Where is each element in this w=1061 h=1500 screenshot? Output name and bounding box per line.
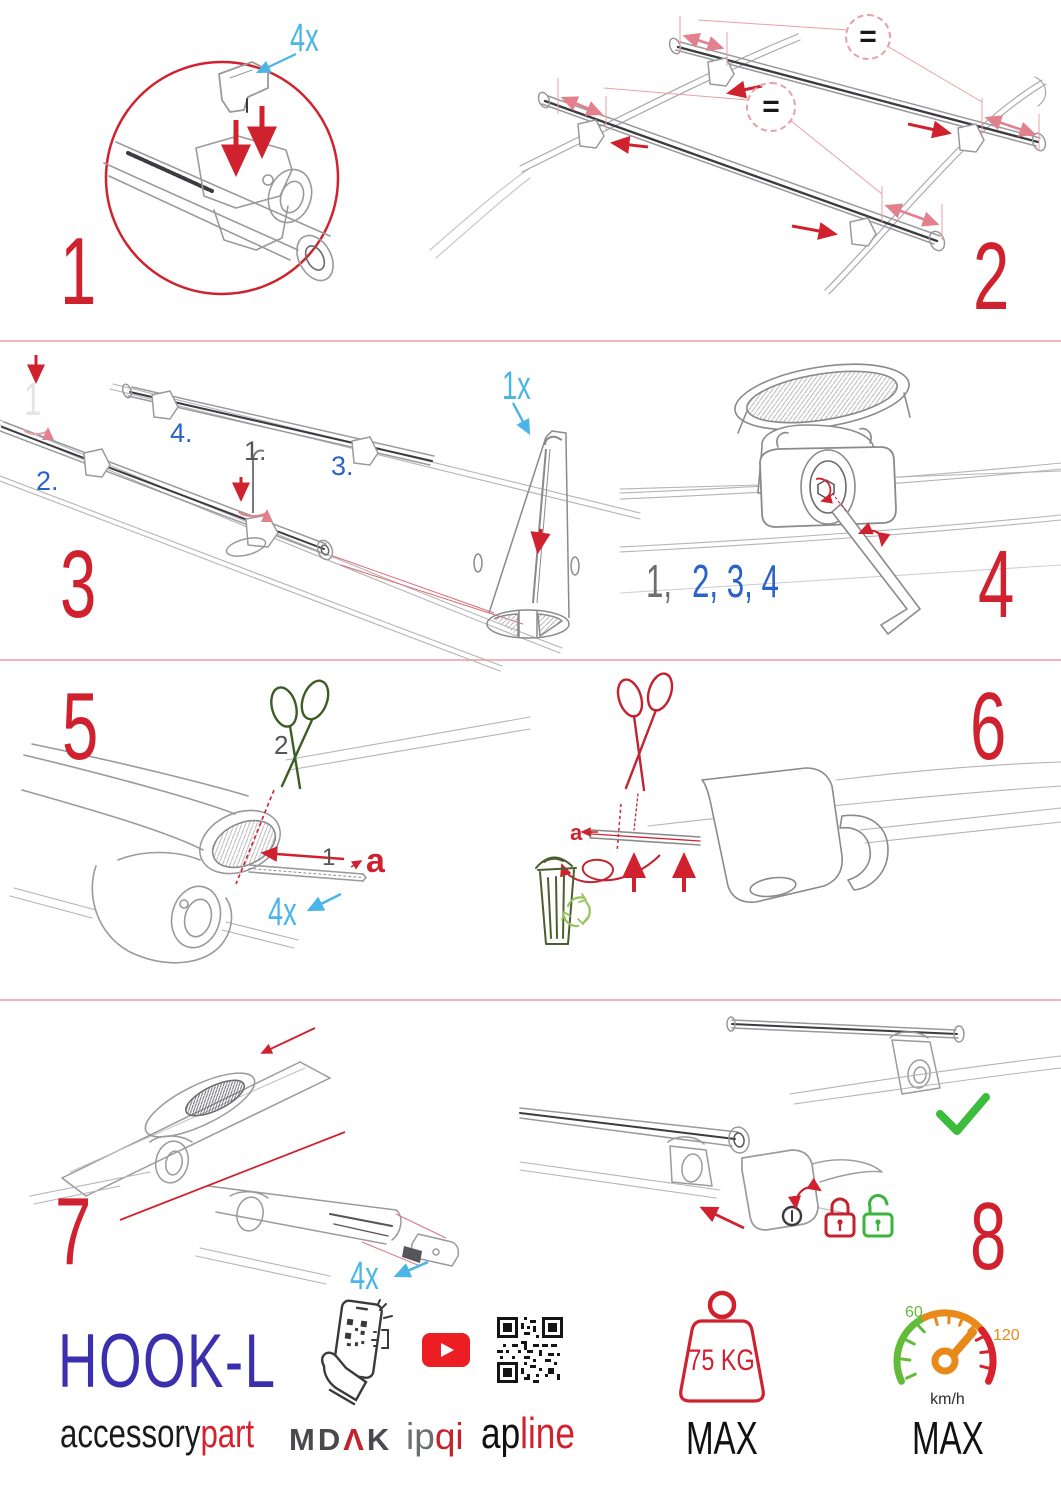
step5-qty-label: 4x (268, 890, 297, 934)
speed-low-label: 60 (905, 1304, 923, 1321)
step3-ghost-number: 1 (24, 373, 42, 425)
equal-sign-badge: = (845, 14, 891, 60)
step4-number: 4 (978, 531, 1015, 638)
padlock-unlocked-icon (864, 1195, 892, 1236)
step3-number: 3 (60, 531, 97, 638)
step3-qty-label: 1x (502, 364, 531, 408)
weight-max-label: MAX (686, 1412, 758, 1464)
equal-sign-badge: = (746, 82, 796, 132)
step7-number: 7 (55, 1178, 92, 1285)
step1-number: 1 (60, 218, 97, 325)
step3-label-3: 3. (331, 451, 354, 481)
bar-cross-section (474, 431, 579, 638)
step6-a-label: a (570, 820, 583, 845)
speed-high-label: 120 (993, 1327, 1020, 1344)
step5-a-label: a (366, 842, 385, 880)
step3-label-1: 1. (244, 436, 267, 466)
lock-cover (742, 1150, 882, 1230)
apline-logo: apline (481, 1409, 575, 1458)
ipqi-logo: ipqi (406, 1416, 464, 1457)
qty-leader-line (309, 894, 341, 910)
qty-leader-line (396, 1262, 428, 1276)
guide-line (120, 1132, 345, 1220)
padlock-locked-icon (826, 1199, 854, 1236)
speed-unit-label: km/h (930, 1391, 965, 1408)
cut-line (617, 804, 621, 852)
mdak-logo: MDΛK (289, 1422, 393, 1457)
strip-direction-line (262, 1028, 315, 1053)
speed-max-label: MAX (911, 1412, 984, 1464)
end-cap (402, 1234, 458, 1266)
brand-logo: accessorypart (60, 1412, 255, 1456)
step8-number: 8 (970, 1183, 1007, 1290)
scissors-icon (614, 671, 677, 830)
step3-label-2: 2. (36, 466, 59, 496)
push-up-arrows (634, 856, 684, 892)
step3-label-4: 4. (170, 418, 193, 448)
qr-code (497, 1317, 563, 1383)
phone-scan-icon (312, 1296, 398, 1406)
recycle-icon (562, 894, 590, 926)
youtube-icon (422, 1333, 470, 1367)
checkmark-icon (940, 1097, 986, 1131)
step4-sequence-label: 1, 2, 3, 4 (646, 555, 780, 607)
step7-qty-label: 4x (350, 1254, 379, 1298)
step2-number: 2 (973, 223, 1010, 330)
product-name: HOOK-L (58, 1319, 277, 1404)
step5-cut-label: 2 (274, 730, 289, 760)
step1-qty-label: 4x (290, 16, 319, 60)
slide-cover-arrow (702, 1208, 744, 1228)
step6-number: 6 (970, 673, 1007, 780)
step5-insert-label: 1 (322, 844, 336, 871)
step5-number: 5 (62, 673, 99, 780)
weight-value: 75 KG (688, 1344, 756, 1377)
